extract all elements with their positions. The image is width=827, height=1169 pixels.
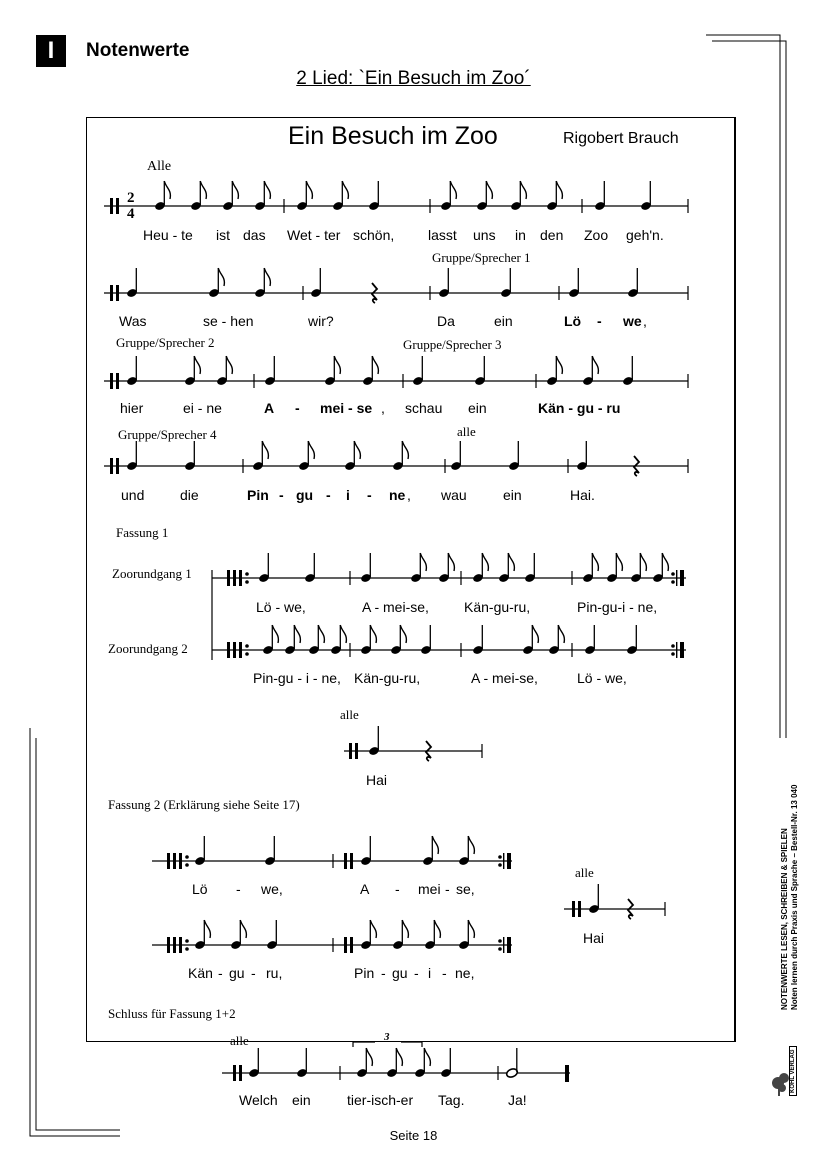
lyric: we (623, 313, 642, 329)
voice-label-group3: Gruppe/Sprecher 3 (403, 337, 502, 352)
section-label-schluss: Schluss für Fassung 1+2 (108, 1006, 236, 1021)
lyric: ne (389, 487, 406, 503)
voice-label-alle-5: alle (230, 1033, 249, 1048)
lyric: mei (418, 881, 441, 897)
lyric: die (180, 487, 199, 503)
lyric: i (346, 487, 350, 503)
lyric: A (264, 400, 275, 416)
lyric: Kän-gu-ru, (354, 670, 421, 686)
lyric: das (243, 227, 266, 243)
lyric: wir? (308, 313, 334, 329)
lyric: - (218, 965, 223, 981)
lyric: ein (494, 313, 513, 329)
lyric: Pin (247, 487, 269, 503)
lyric: ru, (266, 965, 283, 981)
lyric: mei - se (320, 400, 373, 416)
section-subtitle: 2 Lied: `Ein Besuch im Zoo´ (296, 68, 531, 89)
lyric: geh'n. (626, 227, 664, 243)
side-text-line2: Noten lernen durch Praxis und Sprache – Bestell-Nr. 13 040 (790, 784, 799, 1010)
lyric: ein (292, 1092, 311, 1108)
lyric: , (407, 487, 411, 503)
lyric: - (381, 965, 386, 981)
voice-label-group1: Gruppe/Sprecher 1 (432, 250, 531, 265)
voice-label-alle: Alle (147, 159, 172, 174)
lyric: se, (456, 881, 475, 897)
lyric: Da (437, 313, 455, 329)
lyric: Pin-gu - i - ne, (253, 670, 341, 686)
section-label-fassung2: Fassung 2 (Erklärung siehe Seite 17) (108, 797, 300, 812)
chapter-number-box: I (36, 35, 66, 67)
voice-label-group4: Gruppe/Sprecher 4 (118, 427, 217, 442)
lyric: - (445, 881, 450, 897)
lyric: Kän (188, 965, 213, 981)
lyric: Lö (564, 313, 582, 329)
lyric: se - hen (203, 313, 254, 329)
lyric: schön, (353, 227, 395, 243)
lyric: ist (216, 227, 230, 243)
lyric: Pin-gu-i - ne, (577, 599, 658, 615)
lyric: und (121, 487, 145, 503)
lyric: Heu - te (143, 227, 193, 243)
song-title: Ein Besuch im Zoo (288, 122, 498, 150)
lyric: Wet - ter (287, 227, 341, 243)
lyric: we, (261, 881, 283, 897)
lyric: uns (473, 227, 496, 243)
lyric: ein (503, 487, 522, 503)
svg-text:4: 4 (127, 206, 135, 222)
lyric: den (540, 227, 564, 243)
label-zoorundgang1: Zoorundgang 1 (112, 566, 192, 581)
lyric: - (597, 313, 602, 329)
lyric: Kän - gu - ru (538, 400, 621, 416)
lyric: - (395, 881, 400, 897)
lyric: Ja! (508, 1092, 527, 1108)
lyric: , (643, 313, 647, 329)
lyric-hai: Hai (583, 930, 605, 946)
lyric: hier (120, 400, 144, 416)
label-zoorundgang2: Zoorundgang 2 (108, 641, 188, 656)
lyric: A (360, 881, 370, 897)
lyric: A - mei-se, (471, 670, 538, 686)
lyric: tier-isch-er (347, 1092, 414, 1108)
lyric: Lö - we, (577, 670, 627, 686)
lyric: gu (229, 965, 245, 981)
lyric: - (251, 965, 256, 981)
svg-text:2: 2 (127, 190, 135, 206)
voice-label-group2: Gruppe/Sprecher 2 (116, 335, 215, 350)
lyric: ei - ne (183, 400, 222, 416)
lyric: Was (119, 313, 147, 329)
section-label-fassung1: Fassung 1 (116, 525, 169, 540)
lyric: - (414, 965, 419, 981)
lyric: wau (441, 487, 467, 503)
lyric: A - mei-se, (362, 599, 429, 615)
lyric: - (442, 965, 447, 981)
lyric: in (515, 227, 526, 243)
svg-text:3: 3 (384, 1031, 390, 1043)
lyric: i (428, 965, 432, 981)
lyric: Hai. (570, 487, 595, 503)
lyric: ein (468, 400, 487, 416)
lyric: ne, (455, 965, 475, 981)
composer: Rigobert Brauch (563, 130, 679, 147)
lyric: , (381, 400, 385, 416)
chapter-title: Notenwerte (86, 40, 190, 61)
lyric: schau (405, 400, 443, 416)
lyric: - (367, 487, 372, 503)
voice-label-alle-4: alle (575, 865, 594, 880)
lyric: Pin (354, 965, 375, 981)
voice-label-alle-3: alle (340, 707, 359, 722)
lyric: gu (392, 965, 408, 981)
lyric: Zoo (584, 227, 609, 243)
page-number: Seite 18 (389, 1128, 438, 1143)
lyric: Welch (239, 1092, 278, 1108)
voice-label-alle-2: alle (457, 424, 476, 439)
lyric-hai: Hai (366, 772, 388, 788)
lyric: Lö - we, (256, 599, 306, 615)
lyric: Kän-gu-ru, (464, 599, 531, 615)
lyric: lasst (428, 227, 457, 243)
lyric: gu (296, 487, 314, 503)
lyric: Lö (192, 881, 208, 897)
lyric: - (326, 487, 331, 503)
lyric: - (295, 400, 300, 416)
lyric: Tag. (438, 1092, 465, 1108)
side-text-line1: NOTENWERTE LESEN, SCHREIBEN & SPIELEN (780, 828, 789, 1010)
publisher-logo-text: KOHL VERLAG (789, 1046, 797, 1096)
lyric: - (279, 487, 284, 503)
lyric: - (236, 881, 241, 897)
